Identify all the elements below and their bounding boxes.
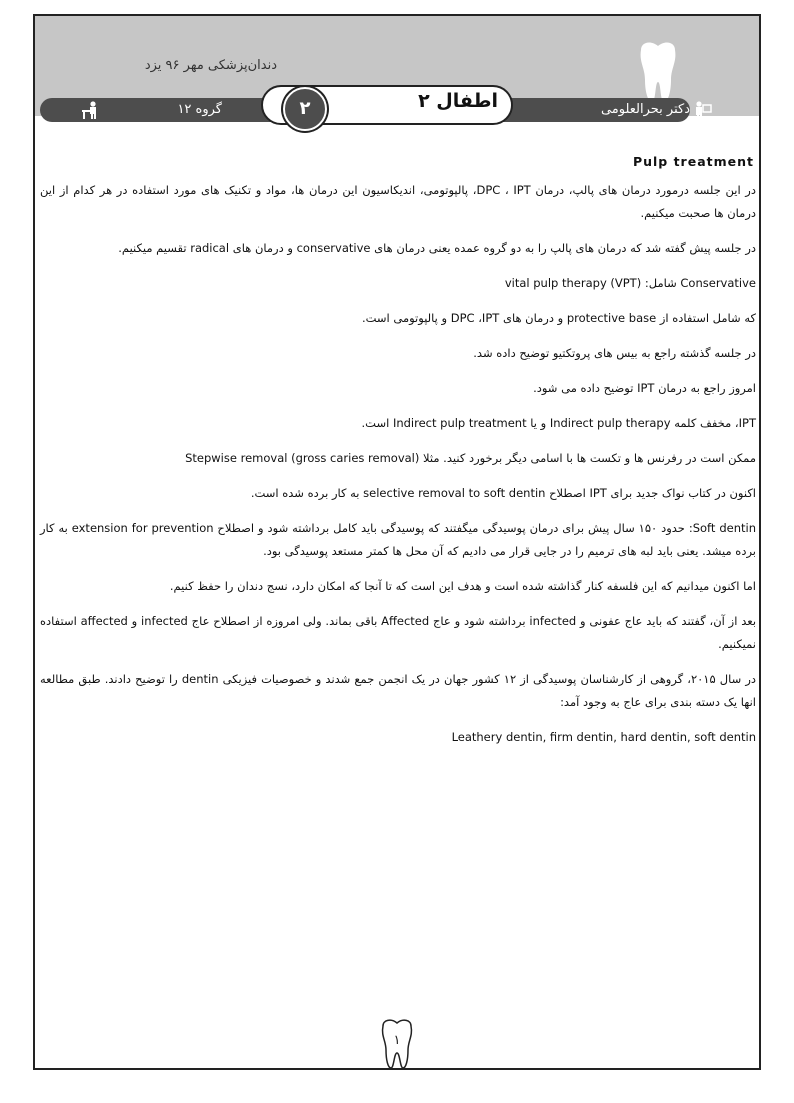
paragraph: در جلسه گذشته راجع به بیس های پروتکتیو توضیح داده شد.	[473, 346, 756, 360]
paragraph: اکنون در کتاب نواک جدید برای IPT اصطلاح selective removal to soft dentin به کار برده شده است.	[250, 486, 756, 500]
tooth-page-icon	[378, 1018, 416, 1070]
student-icon	[80, 100, 100, 120]
paragraph: در جلسه پیش گفته شد که درمان های پالپ را به دو گروه عمده یعنی درمان های conservative و درمان های radical تقسیم میکنیم.	[118, 241, 756, 255]
paragraph: در این جلسه درمورد درمان های پالپ، درمان DPC ، IPT، پالپوتومی، اندیکاسیون این درمان ها، مواد و تکنیک های مورد استفاده در هر کدام از این درمان ها صحبت میکنیم.	[40, 183, 756, 220]
paragraph: در سال ۲۰۱۵، گروهی از کارشناسان پوسیدگی از ۱۲ کشور جهان در یک انجمن جمع شدند و خصوصیات فیزیکی dentin را توضیح دادند. طبق مطالعه انها یک دسته بندی برای عاج به وجود آمد:	[40, 672, 756, 709]
page-number: ۱	[393, 1033, 401, 1048]
teacher-icon	[693, 100, 713, 120]
main-content	[36, 150, 758, 761]
paragraph: Conservative شامل: vital pulp therapy (VPT)	[504, 276, 756, 290]
course-title: اطفال ۲	[418, 90, 498, 112]
lecturer-name: دکتر بحرالعلومی	[600, 102, 690, 117]
paragraph: امروز راجع به درمان IPT توضیح داده می شود.	[533, 381, 756, 395]
session-number: ۲	[283, 87, 327, 131]
dentin-classification: Leathery dentin, firm dentin, hard dentin, soft dentin	[451, 730, 756, 744]
school-label: دندان‌پزشکی مهر ۹۶ یزد	[144, 58, 277, 73]
paragraph: Soft dentin: حدود ۱۵۰ سال پیش برای درمان پوسیدگی میگفتند که پوسیدگی باید کامل برداشته شود و اصطلاح extension for prevention به کار برده میشد. یعنی باید لبه های ترمیم را در جایی قرار می دادیم که آن محل ها کمتر مستعد پوسیدگی بود.	[40, 521, 756, 558]
paragraph: اما اکنون میدانیم که این فلسفه کنار گذاشته شده است و هدف این است که تا آنجا که امکان دارد، نسج دندان را حفظ کنیم.	[169, 579, 756, 593]
section-heading: Pulp treatment	[632, 154, 754, 169]
paragraph: IPT، مخفف کلمه Indirect pulp therapy و یا Indirect pulp treatment است.	[361, 416, 756, 430]
group-label: گروه ۱۲	[177, 102, 222, 117]
paragraph: بعد از آن، گفتند که باید عاج عفونی و infected برداشته شود و عاج Affected باقی بماند. ولی امروزه از اصطلاح عاج infected و affected استفاده نمیکنیم.	[40, 614, 757, 651]
tooth-icon	[635, 40, 681, 104]
paragraph: ممکن است در رفرنس ها و تکست ها با اسامی دیگر برخورد کنید. مثلا (Stepwise removal (gross caries removal	[185, 451, 756, 465]
paragraph: که شامل استفاده از protective base و درمان های DPC ،IPT و پالپوتومی است.	[361, 311, 756, 325]
